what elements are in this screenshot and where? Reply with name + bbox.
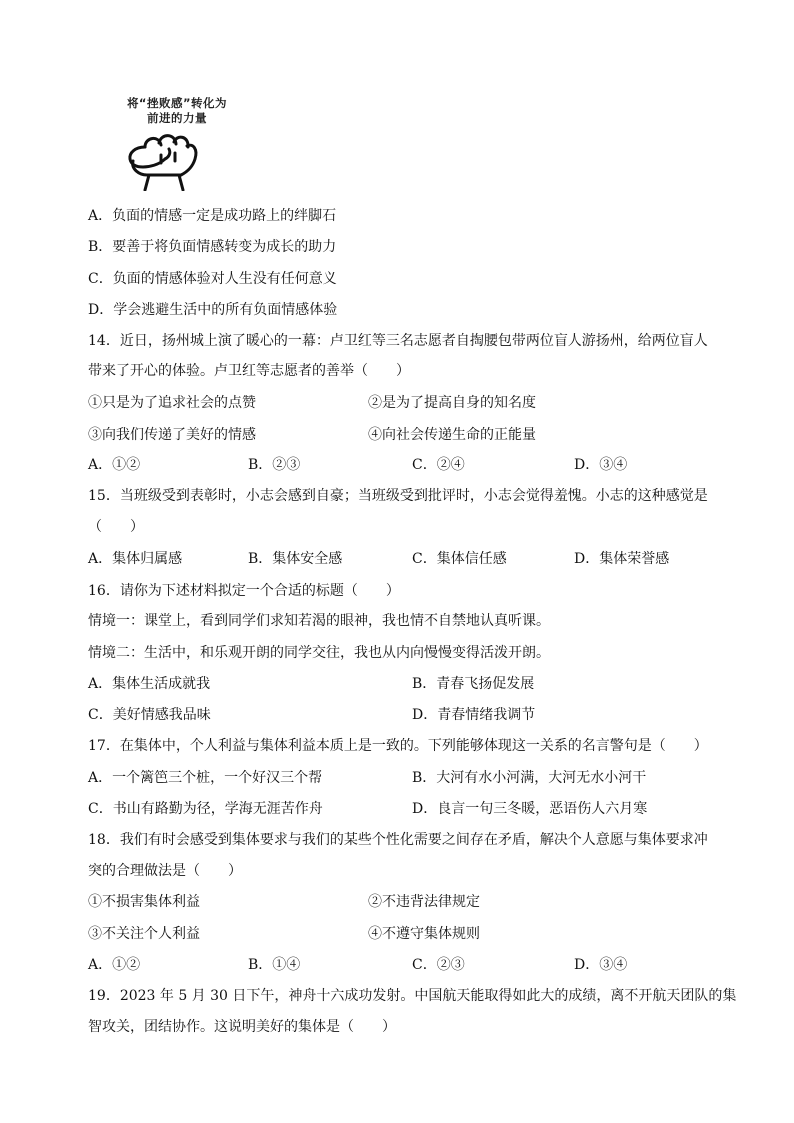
q14-item-4: ④向社会传递生命的正能量 bbox=[368, 427, 536, 443]
q15-option-c: C．集体信任感 bbox=[412, 551, 507, 567]
q14-option-a: A．①② bbox=[88, 457, 141, 473]
q18-option-c: C．②③ bbox=[412, 957, 465, 973]
fist-icon bbox=[125, 129, 199, 191]
q18-item-1: ①不损害集体利益 bbox=[88, 894, 200, 910]
q15-stem-line1: 15．当班级受到表彰时，小志会感到自豪；当班级受到批评时，小志会觉得羞愧。小志的这种感觉是 bbox=[88, 488, 708, 504]
q18-stem-line2: 突的合理做法是（ ） bbox=[88, 863, 242, 879]
q18-item-2: ②不违背法律规定 bbox=[368, 894, 480, 910]
q17-option-b: B．大河有水小河满，大河无水小河干 bbox=[412, 770, 647, 786]
q14-item-2: ②是为了提高自身的知名度 bbox=[368, 395, 536, 411]
q17-option-d: D．良言一句三冬暖，恶语伤人六月寒 bbox=[412, 801, 648, 817]
q18-item-3: ③不关注个人利益 bbox=[88, 926, 200, 942]
q16-option-d: D．青春情绪我调节 bbox=[412, 707, 536, 723]
fist-illustration bbox=[107, 93, 247, 193]
q15-stem-line2: （ ） bbox=[88, 519, 144, 535]
q17-stem: 17．在集体中，个人利益与集体利益本质上是一致的。下列能够体现这一关系的名言警句是（ ） bbox=[88, 738, 708, 754]
q18-option-d: D．③④ bbox=[574, 957, 628, 973]
q14-stem-line1: 14．近日，扬州城上演了暖心的一幕：卢卫红等三名志愿者自掏腰包带两位盲人游扬州，给两位盲人 bbox=[88, 333, 708, 349]
q16-situation-2: 情境二：生活中，和乐观开朗的同学交往，我也从内向慢慢变得活泼开朗。 bbox=[88, 645, 550, 661]
q13-option-a: A．负面的情感一定是成功路上的绊脚石 bbox=[88, 208, 337, 224]
q16-option-a: A．集体生活成就我 bbox=[88, 676, 211, 692]
q15-option-a: A．集体归属感 bbox=[88, 551, 183, 567]
q14-stem-line2: 带来了开心的体验。卢卫红等志愿者的善举（ ） bbox=[88, 363, 410, 379]
q14-option-d: D．③④ bbox=[574, 457, 628, 473]
q16-situation-1: 情境一：课堂上，看到同学们求知若渴的眼神，我也情不自禁地认真听课。 bbox=[88, 613, 550, 629]
q18-option-a: A．①② bbox=[88, 957, 141, 973]
q18-item-4: ④不遵守集体规则 bbox=[368, 926, 480, 942]
q15-option-b: B．集体安全感 bbox=[248, 551, 343, 567]
q16-option-c: C．美好情感我品味 bbox=[88, 707, 211, 723]
q14-option-c: C．②④ bbox=[412, 457, 465, 473]
q14-item-3: ③向我们传递了美好的情感 bbox=[88, 427, 256, 443]
q19-stem-line1: 19．2023 年 5 月 30 日下午，神舟十六成功发射。中国航天能取得如此大的成绩，离不开航天团队的集 bbox=[88, 988, 737, 1004]
q17-option-c: C．书山有路勤为径，学海无涯苦作舟 bbox=[88, 801, 323, 817]
q18-stem-line1: 18．我们有时会感受到集体要求与我们的某些个性化需要之间存在矛盾，解决个人意愿与集体要求冲 bbox=[88, 832, 708, 848]
figure-caption-line2: 前进的力量 bbox=[147, 111, 207, 125]
q16-stem: 16．请你为下述材料拟定一个合适的标题（ ） bbox=[88, 583, 400, 599]
q16-option-b: B．青春飞扬促发展 bbox=[412, 676, 535, 692]
q13-option-d: D．学会逃避生活中的所有负面情感体验 bbox=[88, 302, 338, 318]
figure-caption-line1: 将“挫败感”转化为 bbox=[126, 96, 228, 110]
q15-option-d: D．集体荣誉感 bbox=[574, 551, 670, 567]
q19-stem-line2: 智攻关，团结协作。这说明美好的集体是（ ） bbox=[88, 1019, 396, 1035]
q14-option-b: B．②③ bbox=[248, 457, 301, 473]
q18-option-b: B．①④ bbox=[248, 957, 301, 973]
q14-item-1: ①只是为了追求社会的点赞 bbox=[88, 395, 256, 411]
q13-option-b: B．要善于将负面情感转变为成长的助力 bbox=[88, 239, 337, 255]
q17-option-a: A．一个篱笆三个桩，一个好汉三个帮 bbox=[88, 770, 323, 786]
q13-option-c: C．负面的情感体验对人生没有任何意义 bbox=[88, 271, 337, 287]
